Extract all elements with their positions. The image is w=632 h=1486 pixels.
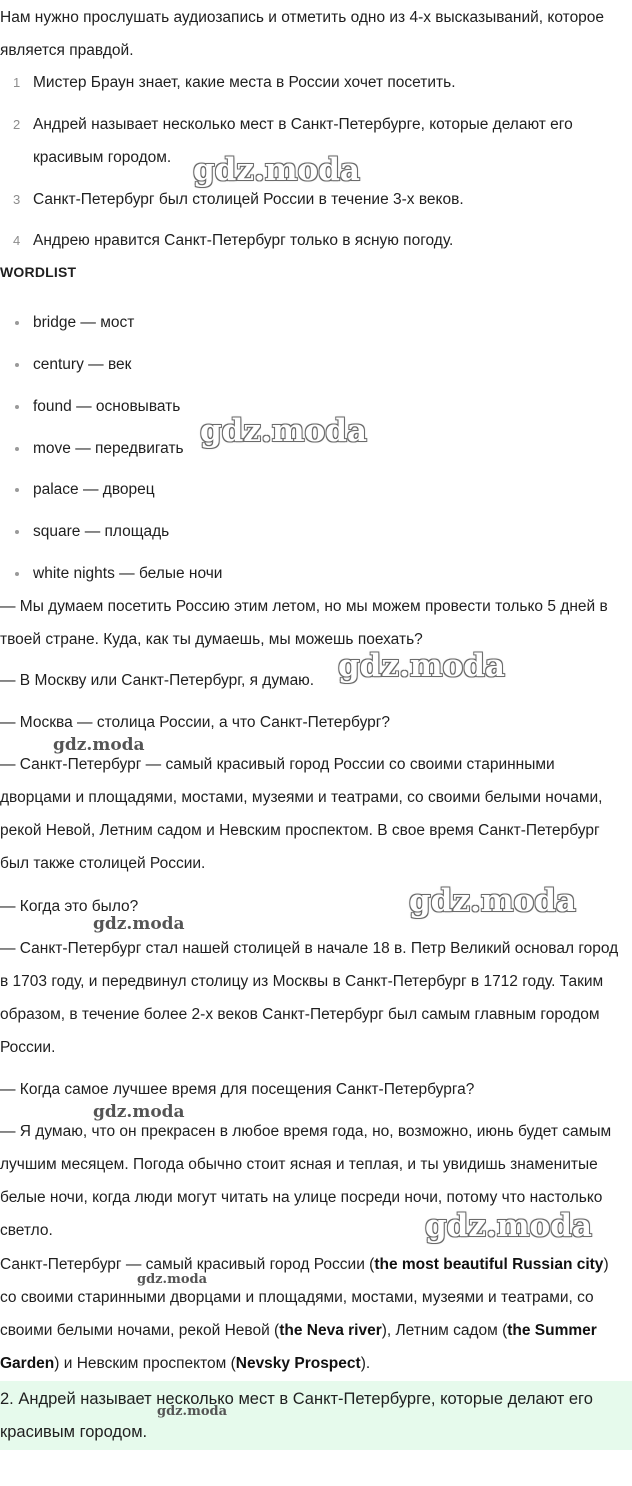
word-entry: bridge — мост (33, 314, 135, 331)
watermark-logo: gdz.moda (157, 1404, 228, 1419)
watermark-logo: gdz.moda (93, 914, 185, 934)
explanation-text: ) и Невским проспектом ( (54, 1355, 236, 1372)
dialogue-line: — Санкт-Петербург — самый красивый город России со своими старинными дворцами и площадями, мостами, музеями и театрами, со своими белыми ночами, рекой Невой, Летним садом и Невским проспектом. В свое время Санкт-Петербург был также столицей России. (0, 756, 603, 872)
word-entry: palace — дворец (33, 481, 155, 498)
item-number: 4 (13, 233, 21, 248)
answer-text: 2. Андрей называет несколько мест в Санкт-Петербурге, которые делают его красивым городом. (0, 1390, 593, 1441)
item-number: 3 (13, 192, 21, 207)
watermark-logo: gdz.moda (193, 152, 360, 188)
word-entry: found — основывать (33, 398, 181, 415)
word-entry: move — передвигать (33, 440, 184, 457)
english-term: Nevsky Prospect (235, 1355, 361, 1372)
item-number: 1 (13, 75, 21, 90)
word-entry: white nights — белые ночи (33, 565, 223, 582)
item-number: 2 (13, 117, 21, 132)
item-text: Андрею нравится Санкт-Петербург только в ясную погоду. (33, 232, 454, 249)
english-term: the Summer Garden (0, 1322, 597, 1372)
bullet-icon (15, 447, 19, 451)
explanation-text: ) со своими старинными дворцами и площадями, мостами, музеями и театрами, со своими белыми ночами, рекой Невой ( (0, 1256, 609, 1339)
dialogue-line: — Мы думаем посетить Россию этим летом, но мы можем провести только 5 дней в твоей стране. Куда, как ты думаешь, мы можешь поехать? (0, 598, 608, 648)
bullet-icon (15, 321, 19, 325)
bullet-icon (15, 530, 19, 534)
dialogue-line: — Когда самое лучшее время для посещения Санкт-Петербурга? (0, 1081, 475, 1098)
explanation-text: ). (360, 1355, 371, 1372)
dialogue-line: — Москва — столица России, а что Санкт-Петербург? (0, 714, 391, 731)
dialogue-line: — Санкт-Петербург стал нашей столицей в начале 18 в. Петр Великий основал город в 1703 году, и передвинул столицу из Москвы в Санкт-Петербург в 1712 году. Таким образом, в течение более 2-х веков Санкт-Петербург был самым главным городом России. (0, 940, 619, 1056)
watermark-logo: gdz.moda (200, 413, 367, 449)
dialogue-line: — Когда это было? (0, 898, 139, 915)
watermark-logo: gdz.moda (53, 735, 145, 755)
word-entry: square — площадь (33, 523, 170, 540)
english-term: the most beautiful Russian city (374, 1256, 604, 1273)
bullet-icon (15, 572, 19, 576)
watermark-logo: gdz.moda (409, 883, 576, 919)
word-entry: century — век (33, 356, 132, 373)
explanation-text: Санкт-Петербург — самый красивый город России ( (0, 1256, 375, 1273)
explanation-text: ), Летним садом ( (381, 1322, 508, 1339)
watermark-logo: gdz.moda (425, 1208, 592, 1244)
task-intro: Нам нужно прослушать аудиозапись и отметить одно из 4-х высказываний, которое является правдой. (0, 9, 605, 59)
wordlist-heading: WORDLIST (0, 264, 77, 280)
item-text: Санкт-Петербург был столицей России в течение 3-х веков. (33, 191, 464, 208)
english-term: the Neva river (279, 1322, 382, 1339)
watermark-logo: gdz.moda (137, 1272, 208, 1287)
watermark-logo: gdz.moda (338, 648, 505, 684)
item-text: Андрей называет несколько мест в Санкт-Петербурге, которые делают его красивым городом. (33, 116, 573, 166)
explanation (0, 1248, 628, 1380)
watermark-logo: gdz.moda (93, 1102, 185, 1122)
dialogue-line: — Я думаю, что он прекрасен в любое время года, но, возможно, июнь будет самым лучшим месяцем. Погода обычно стоит ясная и теплая, и ты увидишь знаменитые белые ночи, когда люди могут читать на улице посреди ночи, потому что настолько светло. (0, 1123, 612, 1239)
bullet-icon (15, 405, 19, 409)
bullet-icon (15, 363, 19, 367)
bullet-icon (15, 488, 19, 492)
item-text: Мистер Браун знает, какие места в России хочет посетить. (33, 74, 456, 91)
dialogue-line: — В Москву или Санкт-Петербург, я думаю. (0, 672, 315, 689)
